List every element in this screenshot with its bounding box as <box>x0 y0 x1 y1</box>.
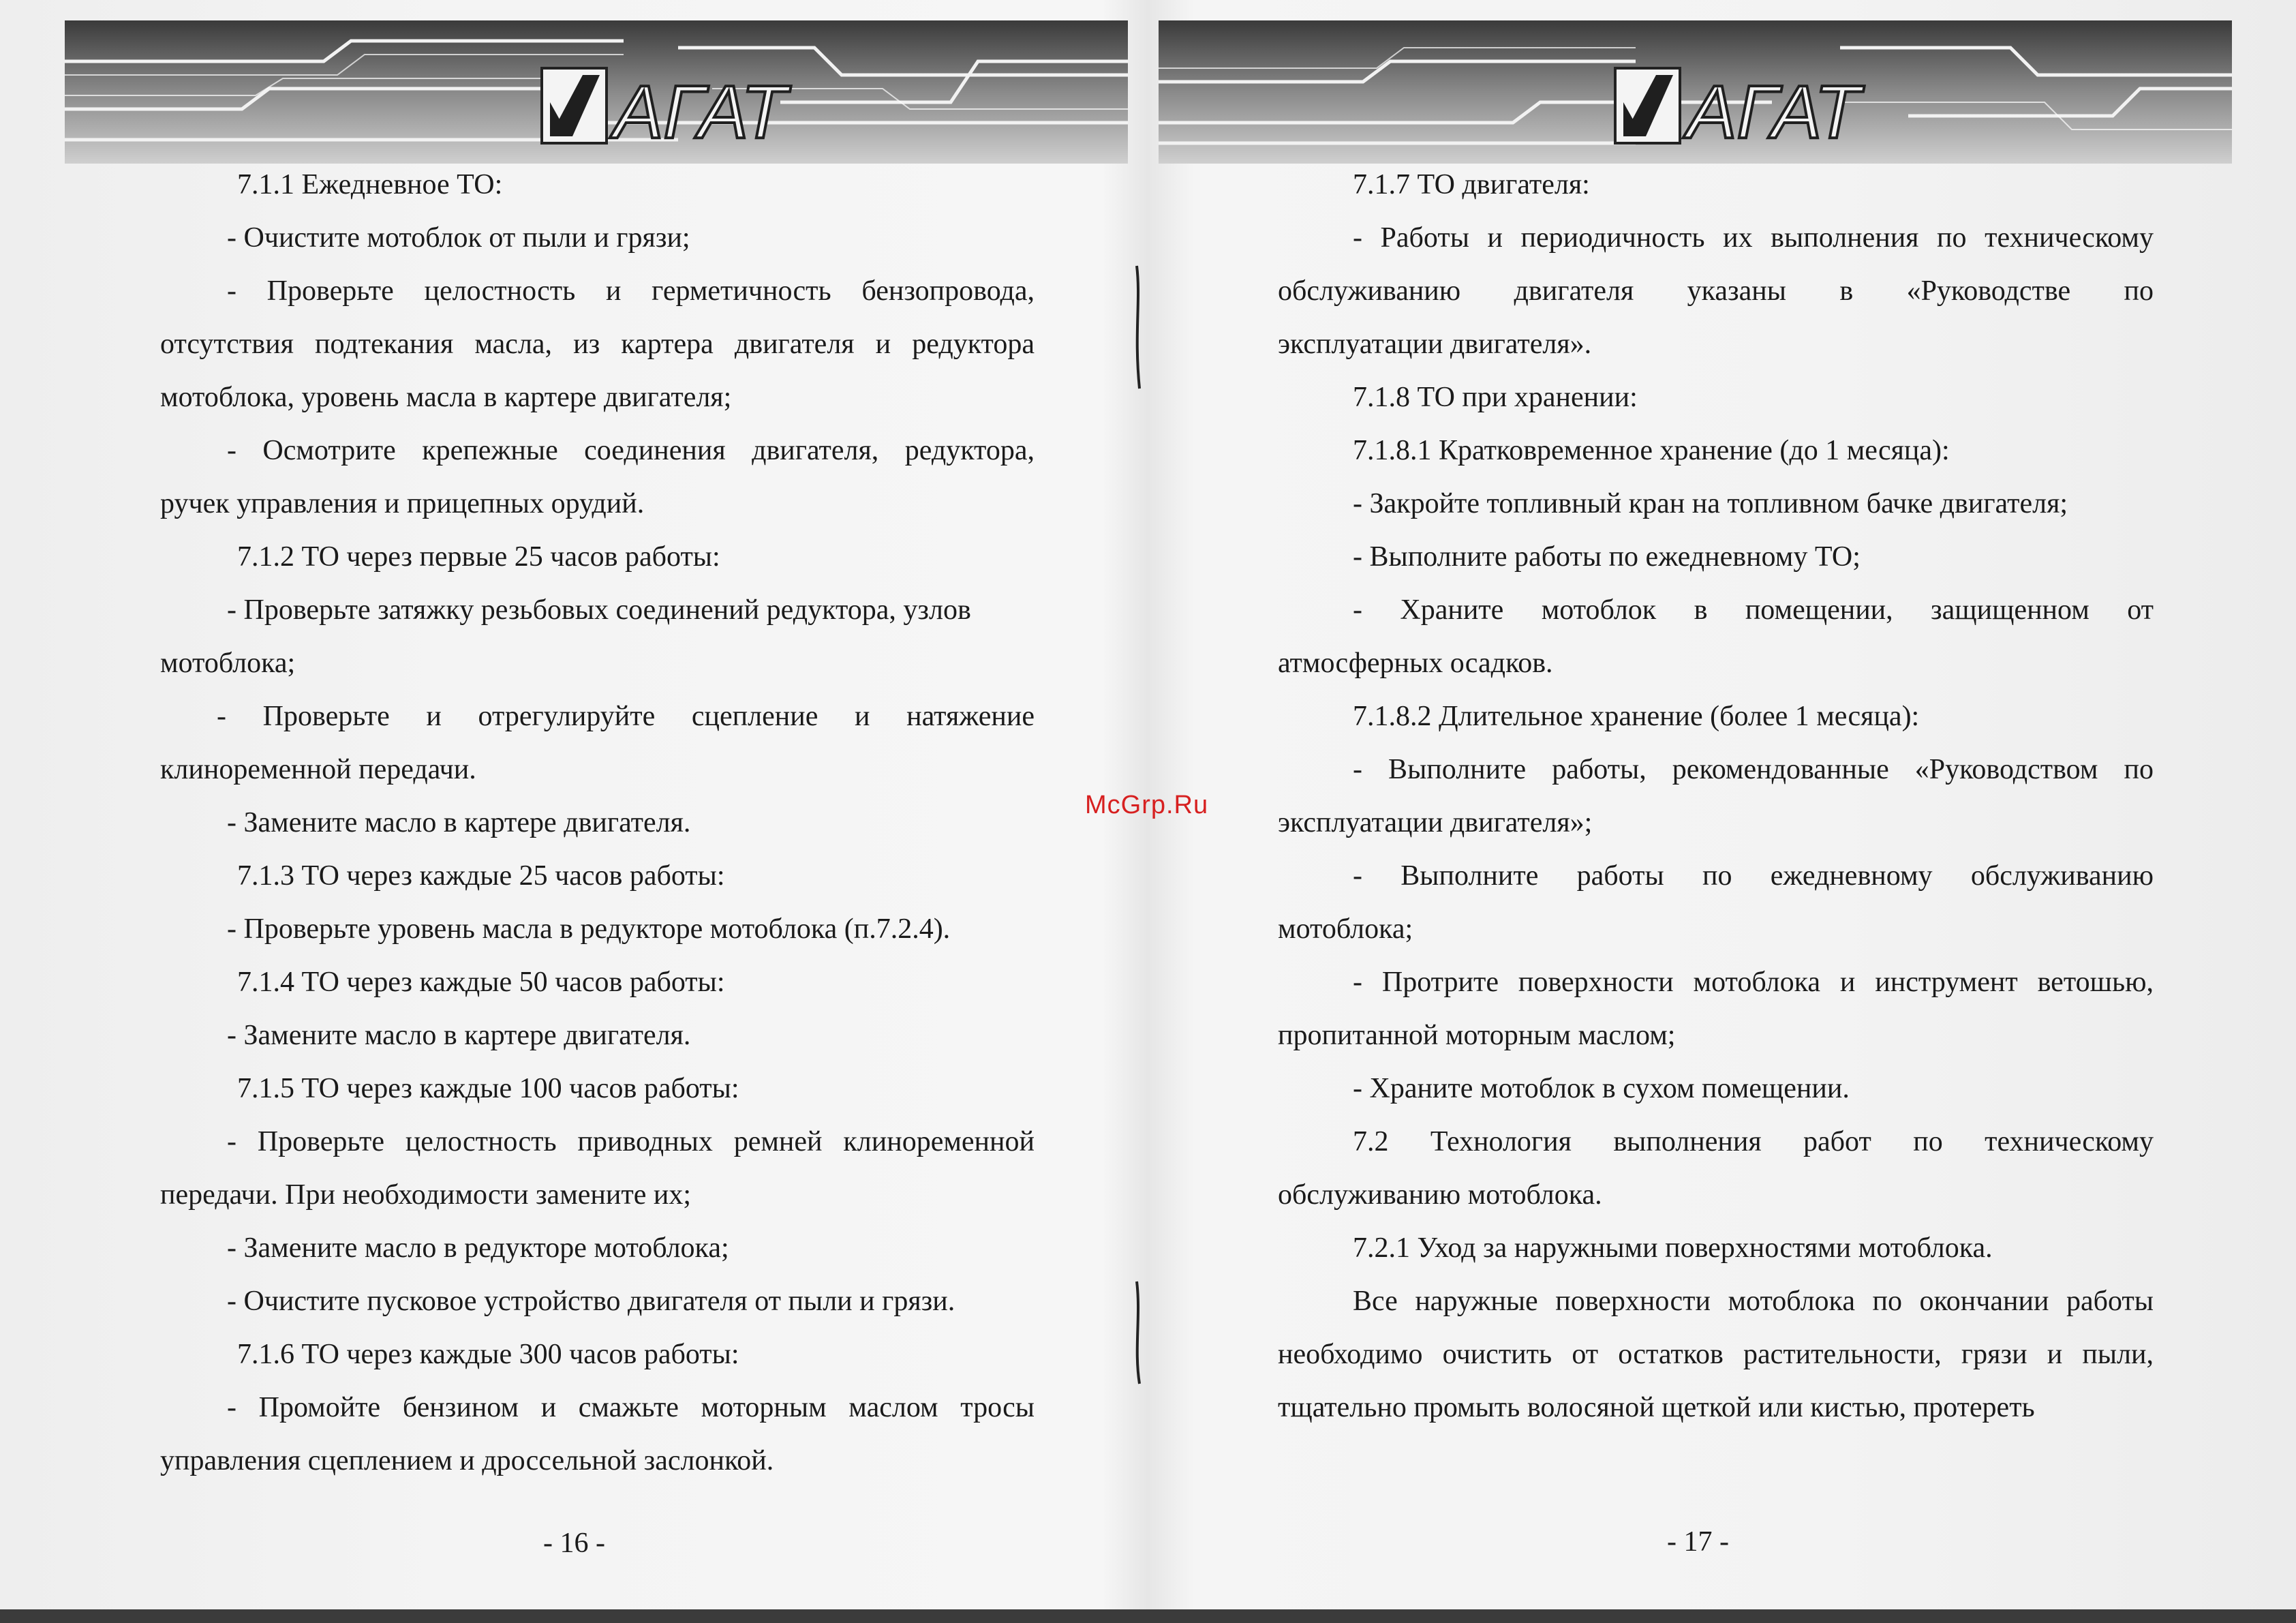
text-line: необходимо очистить от остатков растительности, грязи и пыли, <box>1278 1339 2154 1370</box>
text-line: - Замените масло в картере двигателя. <box>227 1020 691 1051</box>
binding-staple-bottom <box>1131 1275 1145 1391</box>
text-line: ручек управления и прицепных орудий. <box>160 488 645 519</box>
text-line: - Проверьте затяжку резьбовых соединений редуктора, узлов <box>227 594 971 626</box>
text-line: - Очистите пусковое устройство двигателя от пыли и грязи. <box>227 1286 955 1317</box>
text-line: отсутствия подтекания масла, из картера двигателя и редуктора <box>160 329 1035 360</box>
text-line: - Проверьте уровень масла в редукторе мотоблока (п.7.2.4). <box>227 913 951 945</box>
text-line: - Протрите поверхности мотоблока и инструмент ветошью, <box>1353 967 2154 998</box>
text-line: передачи. При необходимости замените их; <box>160 1179 692 1211</box>
text-line: атмосферных осадков. <box>1278 648 1553 679</box>
text-line: - Осмотрите крепежные соединения двигателя, редуктора, <box>227 435 1035 466</box>
banner-graphic-left <box>65 20 1128 164</box>
text-line: - Выполните работы по ежедневному обслуживанию <box>1353 860 2154 892</box>
text-line: - Промойте бензином и смажьте моторным маслом тросы <box>227 1392 1035 1423</box>
binding-staple-top <box>1131 259 1145 395</box>
banner-logo-text-right: АГАТ <box>1687 70 1861 154</box>
text-line: 7.1.1 Ежедневное ТО: <box>237 169 503 200</box>
text-line: 7.2.1 Уход за наружными поверхностями мотоблока. <box>1353 1232 1993 1264</box>
text-line: эксплуатации двигателя». <box>1278 329 1592 360</box>
header-banner-left <box>65 20 1128 164</box>
text-line: тщательно промыть волосяной щеткой или кистью, протереть <box>1278 1392 2035 1423</box>
scan-edge <box>0 1609 2296 1623</box>
text-line: 7.1.6 ТО через каждые 300 часов работы: <box>237 1339 739 1370</box>
text-line: мотоблока; <box>160 648 296 679</box>
text-line: управления сцеплением и дроссельной заслонкой. <box>160 1445 774 1476</box>
text-line: - Закройте топливный кран на топливном бачке двигателя; <box>1353 488 2068 519</box>
page-number-right: - 17 - <box>1667 1526 1729 1558</box>
watermark: McGrp.Ru <box>1085 791 1209 819</box>
text-line: - Работы и периодичность их выполнения по техническому <box>1353 222 2154 254</box>
page-16-body <box>162 158 1035 1487</box>
text-line: 7.1.2 ТО через первые 25 часов работы: <box>237 541 720 573</box>
text-line: - Замените масло в картере двигателя. <box>227 807 691 838</box>
text-line: клиноременной передачи. <box>160 754 476 785</box>
text-line: обслуживанию мотоблока. <box>1278 1179 1602 1211</box>
text-line: 7.1.4 ТО через каждые 50 часов работы: <box>237 967 725 998</box>
text-line: - Проверьте и отрегулируйте сцепление и натяжение <box>217 701 1035 732</box>
text-line: 7.1.8.1 Кратковременное хранение (до 1 месяца): <box>1353 435 1950 466</box>
text-line: - Выполните работы по ежедневному ТО; <box>1353 541 1861 573</box>
page-17-body <box>1278 158 2154 1434</box>
text-line: 7.1.8.2 Длительное хранение (более 1 месяца): <box>1353 701 1920 732</box>
page-number-left: - 16 - <box>543 1528 605 1559</box>
text-line: пропитанной моторным маслом; <box>1278 1020 1676 1051</box>
text-line: 7.1.7 ТО двигателя: <box>1353 169 1590 200</box>
banner-logo-text-left: АГАТ <box>613 70 787 154</box>
text-line: мотоблока; <box>1278 913 1413 945</box>
text-line: 7.1.8 ТО при хранении: <box>1353 382 1638 413</box>
text-line: 7.2 Технология выполнения работ по техническому <box>1353 1126 2154 1157</box>
header-banner-right <box>1159 20 2232 164</box>
text-line: - Выполните работы, рекомендованные «Руководством по <box>1353 754 2154 785</box>
text-line: - Храните мотоблок в сухом помещении. <box>1353 1073 1850 1104</box>
text-line: эксплуатации двигателя»; <box>1278 807 1593 838</box>
text-line: - Проверьте целостность и герметичность бензопровода, <box>227 275 1035 307</box>
text-line: мотоблока, уровень масла в картере двигателя; <box>160 382 732 413</box>
text-line: - Храните мотоблок в помещении, защищенном от <box>1353 594 2154 626</box>
text-line: - Очистите мотоблок от пыли и грязи; <box>227 222 690 254</box>
text-line: - Замените масло в редукторе мотоблока; <box>227 1232 729 1264</box>
text-line: обслуживанию двигателя указаны в «Руководстве по <box>1278 275 2154 307</box>
text-line: Все наружные поверхности мотоблока по окончании работы <box>1353 1286 2154 1317</box>
text-line: - Проверьте целостность приводных ремней клиноременной <box>227 1126 1035 1157</box>
text-line: 7.1.5 ТО через каждые 100 часов работы: <box>237 1073 739 1104</box>
text-line: 7.1.3 ТО через каждые 25 часов работы: <box>237 860 725 892</box>
banner-graphic-right <box>1159 20 2232 164</box>
